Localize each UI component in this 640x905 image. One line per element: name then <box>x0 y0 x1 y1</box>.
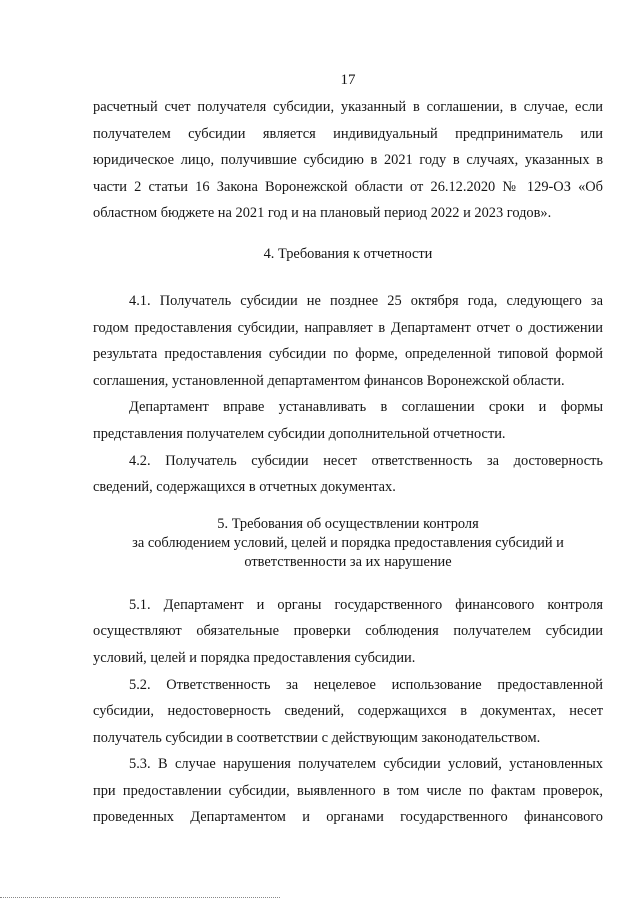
text-line: получатель субсидии в соответствии с действующим законодательством. <box>93 729 541 746</box>
text-line: 4.2. Получатель субсидии несет ответственность за достоверность <box>129 452 603 469</box>
text-line: юридическое лицо, получившие субсидию в 2021 году в случаях, указанных в <box>93 152 603 169</box>
page-bottom-rule <box>0 897 280 898</box>
text-line: соглашения, установленной департаментом финансов Воронежской области. <box>93 372 565 389</box>
text-line: получателем субсидии является индивидуальный предприниматель или <box>93 125 603 142</box>
text-line: расчетный счет получателя субсидии, указанный в соглашении, в случае, если <box>93 99 603 115</box>
heading-line: ответственности за их нарушение <box>244 553 452 570</box>
text-line: условий, целей и порядка предоставления субсидии. <box>93 649 416 666</box>
paragraph-5-2 <box>93 672 603 752</box>
text-line: сведений, содержащихся в отчетных документах. <box>93 479 396 496</box>
text-line: годом предоставления субсидии, направляет в Департамент отчет о достижении <box>93 319 603 336</box>
text-line: 4.1. Получатель субсидии не позднее 25 октября года, следующего за <box>129 292 603 309</box>
text-line: 5.3. В случае нарушения получателем субсидии условий, установленных <box>129 756 603 773</box>
page-number: 17 <box>340 72 356 88</box>
heading-line: 4. Требования к отчетности <box>263 245 433 262</box>
paragraph-4-2 <box>93 448 603 501</box>
paragraph-4-1 <box>93 288 603 394</box>
text-line: результата предоставления субсидии по форме, определенной типовой формой <box>93 346 603 363</box>
paragraph-continuation <box>93 94 603 227</box>
paragraph-5-1 <box>93 592 603 672</box>
paragraph-4-1-addendum <box>93 394 603 447</box>
document-body <box>93 94 603 831</box>
section-5-heading <box>93 515 603 572</box>
text-line: субсидии, недостоверность сведений, содержащихся в документах, несет <box>93 703 603 720</box>
section-4-heading <box>93 245 603 264</box>
text-line: 5.1. Департамент и органы государственного финансового контроля <box>129 596 603 613</box>
heading-line: 5. Требования об осуществлении контроля <box>217 515 479 532</box>
heading-line: за соблюдением условий, целей и порядка предоставления субсидий и <box>132 534 564 551</box>
paragraph-5-3 <box>93 751 603 831</box>
text-line: 5.2. Ответственность за нецелевое использование предоставленной <box>129 676 603 693</box>
text-line: части 2 статьи 16 Закона Воронежской области от 26.12.2020 № 129-ОЗ «Об <box>93 178 603 195</box>
text-line: областном бюджете на 2021 год и на плановый период 2022 и 2023 годов». <box>93 205 552 222</box>
text-line: Департамент вправе устанавливать в соглашении сроки и формы <box>129 399 603 416</box>
text-line: представления получателем субсидии дополнительной отчетности. <box>93 425 506 442</box>
text-line: осуществляют обязательные проверки соблюдения получателем субсидии <box>93 623 603 640</box>
text-line: при предоставлении субсидии, выявленного в том числе по фактам проверок, <box>93 782 603 799</box>
text-line: проведенных Департаментом и органами государственного финансового <box>93 809 603 826</box>
